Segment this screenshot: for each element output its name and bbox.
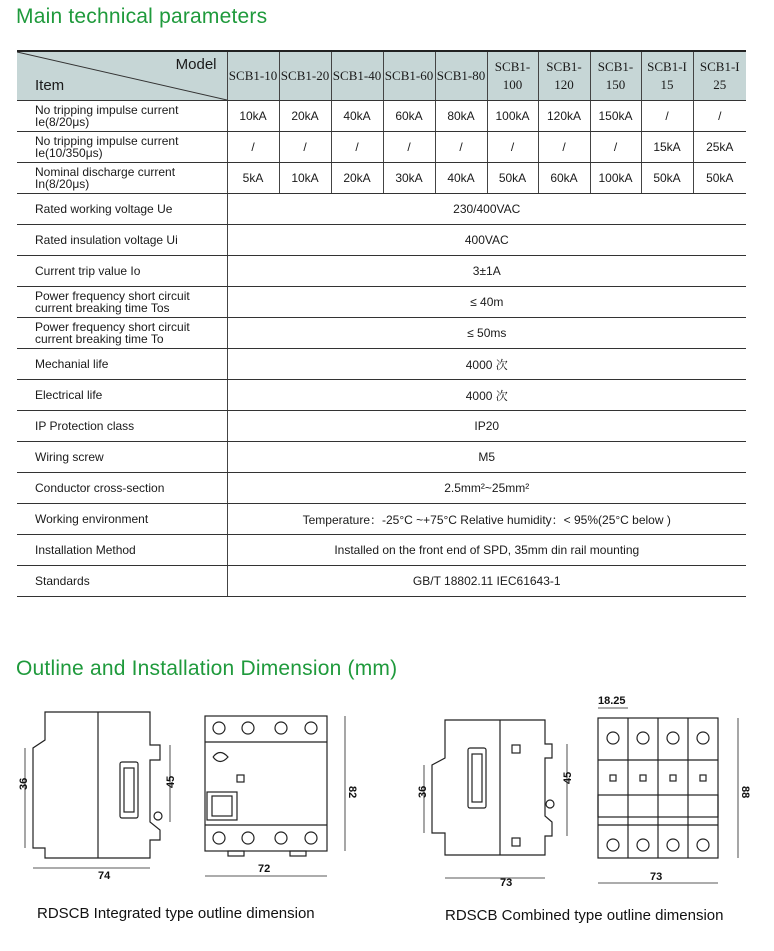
header-model-label: Model bbox=[175, 56, 217, 73]
param-value: ≤ 40m bbox=[227, 287, 746, 318]
param-value: 230/400VAC bbox=[227, 194, 746, 225]
model-suffix: 150 bbox=[605, 77, 626, 92]
model-name: SCB1- bbox=[546, 59, 582, 74]
param-value: ≤ 50ms bbox=[227, 318, 746, 349]
param-value: 50kA bbox=[693, 163, 746, 194]
param-value: 50kA bbox=[641, 163, 693, 194]
param-name-line1: Installation Method bbox=[35, 543, 136, 557]
param-name-line1: IP Protection class bbox=[35, 419, 135, 433]
model-suffix: 100 bbox=[502, 77, 523, 92]
param-value: 4000 次 bbox=[227, 380, 746, 411]
section-title-parameters: Main technical parameters bbox=[16, 5, 268, 28]
param-name-line1: Mechanial life bbox=[35, 357, 109, 371]
param-value: 15kA bbox=[641, 132, 693, 163]
dim-d2-front-pitch: 18.25 bbox=[598, 695, 626, 707]
param-name-line1: Working environment bbox=[35, 512, 149, 526]
param-value: 60kA bbox=[538, 163, 590, 194]
param-name-line2: Ie(8/20μs) bbox=[35, 115, 90, 129]
param-value: IP20 bbox=[227, 411, 746, 442]
dim-d2-side-depth: 45 bbox=[562, 771, 574, 784]
param-name-line1: Current trip value Io bbox=[35, 264, 141, 278]
param-value: Temperature：-25°C ~+75°C Relative humidity：< 95%(25°C below ) bbox=[227, 504, 746, 535]
param-value: 50kA bbox=[487, 163, 538, 194]
param-name-line1: Standards bbox=[35, 574, 90, 588]
model-name: SCB1-I bbox=[699, 59, 740, 74]
dim-d1-front-height: 82 bbox=[346, 786, 358, 799]
param-value: 400VAC bbox=[227, 225, 746, 256]
integrated-side-view bbox=[33, 712, 162, 858]
param-name-line1: Conductor cross-section bbox=[35, 481, 165, 495]
param-value: / bbox=[693, 101, 746, 132]
param-name-line1: Rated insulation voltage Ui bbox=[35, 233, 178, 247]
param-name-line1: Electrical life bbox=[35, 388, 103, 402]
model-name: SCB1-I bbox=[647, 59, 687, 74]
param-value: / bbox=[331, 132, 383, 163]
combined-side-view bbox=[432, 720, 554, 855]
caption-combined: RDSCB Combined type outline dimension bbox=[445, 907, 724, 924]
param-name-line2: current breaking time Tos bbox=[35, 301, 170, 315]
param-value: 25kA bbox=[693, 132, 746, 163]
model-suffix: 120 bbox=[554, 77, 574, 92]
param-name-line1: Wiring screw bbox=[35, 450, 104, 464]
param-value: / bbox=[641, 101, 693, 132]
param-name-line2: current breaking time To bbox=[35, 332, 164, 346]
param-value: / bbox=[487, 132, 538, 163]
dim-d2-front-width: 73 bbox=[650, 871, 663, 883]
param-value: GB/T 18802.11 IEC61643-1 bbox=[227, 566, 746, 597]
param-value: 80kA bbox=[435, 101, 487, 132]
param-value: Installed on the front end of SPD, 35mm din rail mounting bbox=[227, 535, 746, 566]
dim-d1-side-width: 74 bbox=[98, 870, 111, 882]
param-value: / bbox=[383, 132, 435, 163]
param-value: 100kA bbox=[487, 101, 538, 132]
param-value: 10kA bbox=[227, 101, 279, 132]
model-name: SCB1-80 bbox=[436, 68, 486, 83]
param-value: 2.5mm²~25mm² bbox=[227, 473, 746, 504]
param-value: 150kA bbox=[590, 101, 641, 132]
model-suffix: 15 bbox=[660, 77, 674, 92]
header-item-label: Item bbox=[35, 77, 65, 94]
dim-d2-front-height: 88 bbox=[739, 786, 751, 799]
param-value: / bbox=[279, 132, 331, 163]
param-value: / bbox=[538, 132, 590, 163]
param-value: 20kA bbox=[279, 101, 331, 132]
model-name: SCB1- bbox=[597, 59, 634, 74]
dim-d1-side-depth: 45 bbox=[165, 775, 177, 788]
param-value: 60kA bbox=[383, 101, 435, 132]
dim-d2-side-width: 73 bbox=[500, 877, 513, 889]
param-name-line1: Power frequency short circuit bbox=[35, 289, 190, 303]
param-value: 40kA bbox=[331, 101, 383, 132]
param-value: 40kA bbox=[435, 163, 487, 194]
param-name-line2: Ie(10/350μs) bbox=[35, 146, 103, 160]
caption-integrated: RDSCB Integrated type outline dimension bbox=[37, 905, 315, 922]
param-value: 5kA bbox=[227, 163, 279, 194]
model-name: SCB1-40 bbox=[332, 68, 382, 83]
param-value: 120kA bbox=[538, 101, 590, 132]
param-value: / bbox=[590, 132, 641, 163]
param-value: 4000 次 bbox=[227, 349, 746, 380]
param-name-line1: Rated working voltage Ue bbox=[35, 202, 173, 216]
model-suffix: 25 bbox=[713, 77, 727, 92]
param-name-line1: No tripping impulse current bbox=[35, 103, 179, 117]
param-name-line1: Nominal discharge current bbox=[35, 165, 176, 179]
combined-front-view bbox=[598, 718, 718, 858]
param-value: / bbox=[435, 132, 487, 163]
param-value: 30kA bbox=[383, 163, 435, 194]
model-name: SCB1-60 bbox=[384, 68, 434, 83]
param-value: 10kA bbox=[279, 163, 331, 194]
param-value: M5 bbox=[227, 442, 746, 473]
dim-d2-side-height: 36 bbox=[417, 785, 429, 798]
param-value: / bbox=[227, 132, 279, 163]
param-name-line2: In(8/20μs) bbox=[35, 177, 90, 191]
model-name: SCB1-10 bbox=[228, 68, 278, 83]
param-name-line1: Power frequency short circuit bbox=[35, 320, 190, 334]
dim-d1-front-width: 72 bbox=[258, 863, 271, 875]
param-name-line1: No tripping impulse current bbox=[35, 134, 179, 148]
section-title-dimensions: Outline and Installation Dimension (mm) bbox=[16, 657, 398, 680]
param-value: 20kA bbox=[331, 163, 383, 194]
model-name: SCB1-20 bbox=[280, 68, 330, 83]
param-value: 3±1A bbox=[227, 256, 746, 287]
model-name: SCB1- bbox=[494, 59, 531, 74]
param-value: 100kA bbox=[590, 163, 641, 194]
integrated-front-view bbox=[205, 716, 327, 856]
dim-d1-side-height: 36 bbox=[18, 777, 30, 790]
